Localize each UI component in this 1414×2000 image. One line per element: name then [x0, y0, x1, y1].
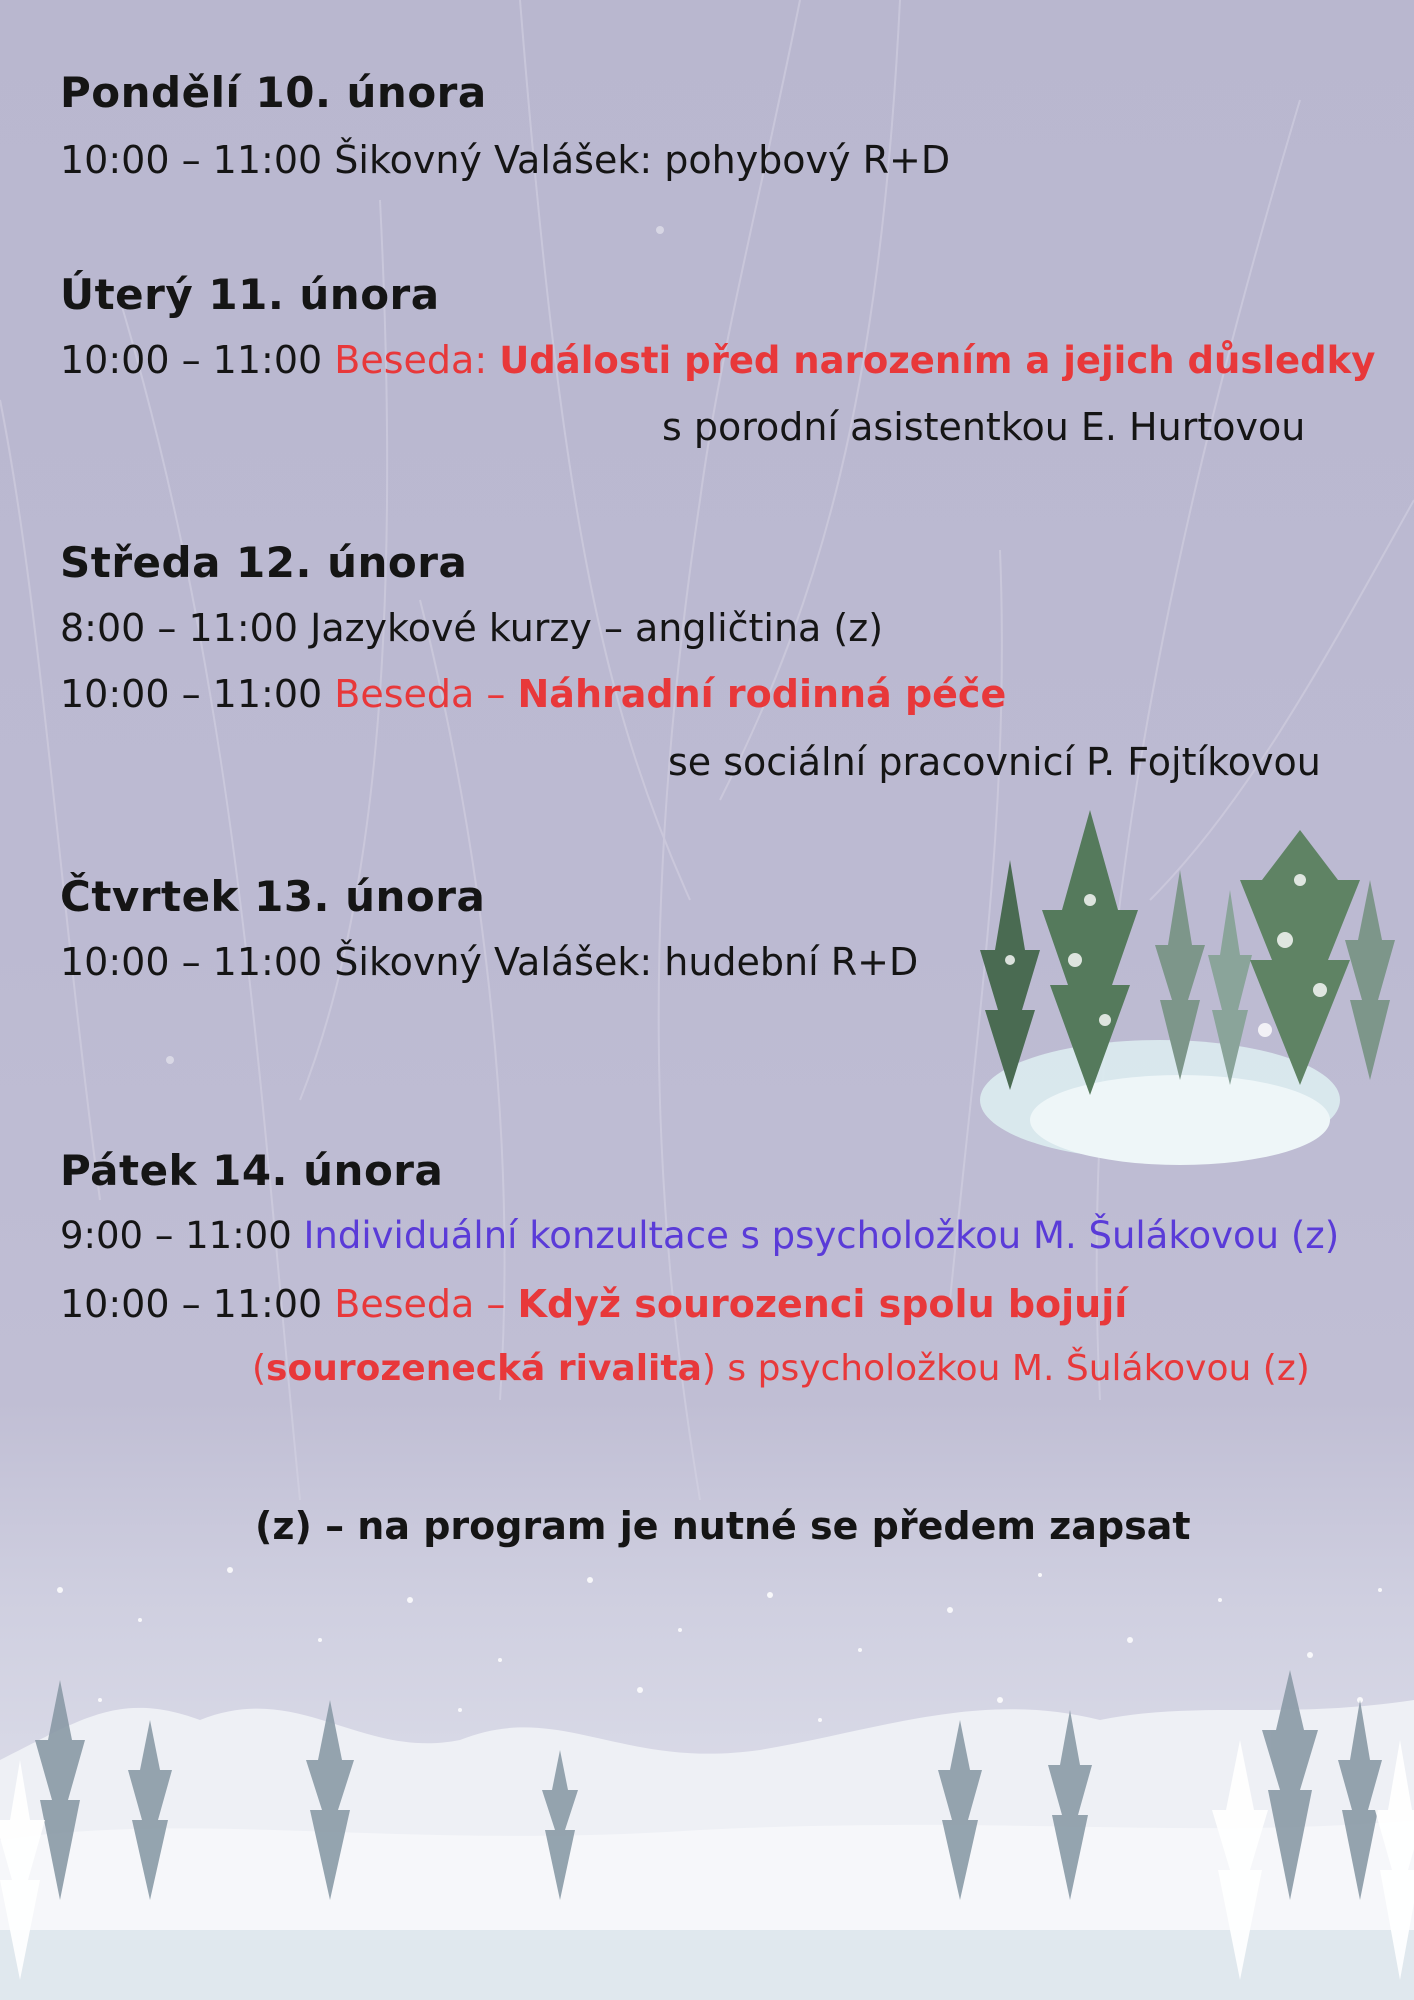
event-title: Události před narozením a jejich důsledky	[499, 339, 1376, 382]
event-title: Náhradní rodinná péče	[517, 672, 1007, 716]
event-subtitle: sourozenecká rivalita	[266, 1348, 702, 1389]
event-monday-1	[60, 138, 950, 182]
event-wednesday-2	[60, 672, 1006, 716]
event-guest: s porodní asistentkou E. Hurtovou	[662, 405, 1306, 449]
event-time: 10:00 – 11:00	[60, 1282, 323, 1326]
day-heading-monday: Pondělí 10. února	[60, 68, 487, 117]
event-thursday-1	[60, 940, 918, 984]
event-label: Beseda:	[334, 338, 488, 382]
day-heading-tuesday: Úterý 11. února	[60, 270, 440, 319]
day-heading-thursday: Čtvrtek 13. února	[60, 872, 486, 921]
event-time: 8:00 – 11:00	[60, 606, 299, 650]
registration-note: (z) – na program je nutné se předem zapsat	[255, 1504, 1191, 1548]
event-time: 10:00 – 11:00	[60, 940, 323, 984]
event-friday-2	[60, 1282, 1127, 1326]
event-text: Individuální konzultace s psycholožkou M. Šulákovou (z)	[303, 1214, 1340, 1257]
event-title: Když sourozenci spolu bojují	[517, 1282, 1128, 1326]
paren-close: )	[701, 1348, 716, 1389]
event-guest: se sociální pracovnicí P. Fojtíkovou	[668, 740, 1321, 784]
event-tuesday-1	[60, 338, 1375, 382]
day-heading-friday: Pátek 14. února	[60, 1146, 444, 1195]
event-label: Beseda –	[334, 1282, 506, 1326]
event-time: 10:00 – 11:00	[60, 138, 323, 182]
event-friday-1	[60, 1214, 1339, 1257]
day-heading-wednesday: Středa 12. února	[60, 538, 468, 587]
event-time: 10:00 – 11:00	[60, 338, 323, 382]
event-text: Šikovný Valášek: pohybový R+D	[334, 138, 951, 182]
event-text: Jazykové kurzy – angličtina (z)	[310, 606, 884, 650]
event-friday-2-continued	[252, 1348, 1310, 1389]
event-guest: s psycholožkou M. Šulákovou (z)	[727, 1348, 1310, 1389]
paren-open: (	[252, 1348, 267, 1389]
event-time: 10:00 – 11:00	[60, 672, 323, 716]
event-label: Beseda –	[334, 672, 506, 716]
event-wednesday-1	[60, 606, 883, 650]
event-text: Šikovný Valášek: hudební R+D	[334, 940, 919, 984]
event-time: 9:00 – 11:00	[60, 1214, 292, 1257]
